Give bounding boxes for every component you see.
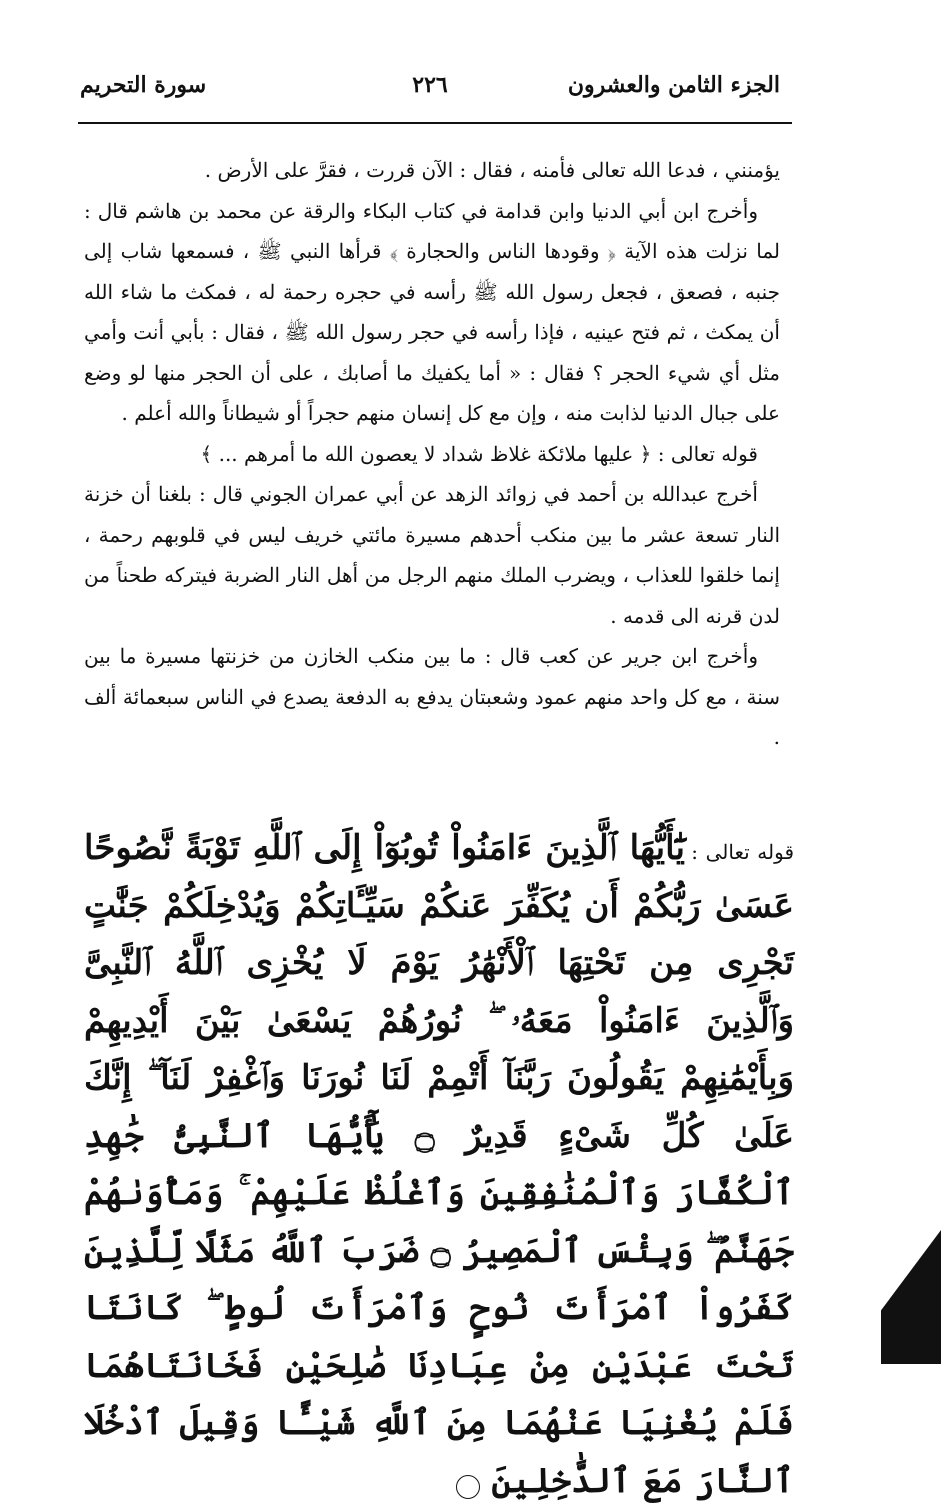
page-header: [80, 72, 780, 112]
verse-section: [84, 820, 794, 1510]
page-number: ٢٢٦: [412, 72, 448, 98]
paragraph: أخرج عبدالله بن أحمد في زوائد الزهد عن أبي عمران الجوني قال : بلغنا أن خزنة النار تسعة عشر ما بين منكب أحدهم مسيرة مائتي خريف ليس في قلوبهم رحمة ، إنما خلقوا للعذاب ، ويضرب الملك منهم الرجل من أهل النار الضربة فيتركه طحناً من لدن قرنه الى قدمه .: [84, 482, 780, 628]
commentary-body: [84, 150, 780, 758]
surah-title: سورة التحريم: [80, 72, 207, 98]
header-rule: [78, 122, 792, 124]
paragraph: قوله تعالى : ﴿ عليها ملائكة غلاظ شداد لا يعصون الله ما أمرهم ... ﴾: [200, 441, 758, 466]
part-title: الجزء الثامن والعشرون: [567, 72, 780, 98]
paragraph: وأخرج ابن أبي الدنيا وابن قدامة في كتاب البكاء والرقة عن محمد بن هاشم قال : لما نزلت هذه الآية ﴿ وقودها الناس والحجارة ﴾ قرأها النبي ﷺ ، فسمعها شاب إلى جنبه ، فصعق ، فجعل رسول الله ﷺ رأسه في حجره رحمة له ، فمكث ما شاء الله أن يمكث ، ثم فتح عينيه ، فإذا رأسه في حجر رسول الله ﷺ ، فقال : بأبي أنت وأمي مثل أي شيء الحجر ؟ فقال : « أما يكفيك ما أصابك ، على أن الحجر منها لو وضع على جبال الدنيا لذابت منه ، وإن مع كل إنسان منهم حجراً أو شيطاناً والله أعلم .: [84, 198, 780, 425]
verse-intro: قوله تعالى :: [691, 840, 795, 864]
paragraph: وأخرج ابن جرير عن كعب قال : ما بين منكب الخازن من خزنتها مسيرة ما بين سنة ، مع كل واحد منهم عمود وشعبتان يدفع به الدفعة يصدع في الناس سبعمائة ألف .: [84, 644, 780, 749]
verse-end-icon: [456, 1475, 480, 1499]
paragraph: يؤمنني ، فدعا الله تعالى فأمنه ، فقال : الآن قررت ، فقرَّ على الأرض .: [204, 158, 780, 182]
quran-verse-text: يَٰٓأَيُّهَا ٱلَّذِينَ ءَامَنُواْ تُوبُوٓاْ إِلَى ٱللَّهِ تَوْبَةً نَّصُوحًا عَسَىٰ رَبُّكُمْ أَن يُكَفِّرَ عَنكُمْ سَيِّـَٔاتِكُمْ وَيُدْخِلَكُمْ جَنَّٰتٍ تَجْرِى مِن تَحْتِهَا ٱلْأَنْهَٰرُ يَوْمَ لَا يُخْزِى ٱللَّهُ ٱلنَّبِىَّ وَٱلَّذِينَ ءَامَنُواْ مَعَهُۥ ۖ نُورُهُمْ يَسْعَىٰ بَيْنَ أَيْدِيهِمْ وَبِأَيْمَٰنِهِمْ يَقُولُونَ رَبَّنَآ أَتْمِمْ لَنَا نُورَنَا وَٱغْفِرْ لَنَآ ۖ إِنَّكَ عَلَىٰ كُلِّ شَىْءٍ قَدِيرٌ ۝ يَٰٓأَيُّهَا ٱلنَّبِىُّ جَٰهِدِ ٱلْكُفَّارَ وَٱلْمُنَٰفِقِينَ وَٱغْلُظْ عَلَيْهِمْ ۚ وَمَأْوَىٰهُمْ جَهَنَّمُ ۖ وَبِئْسَ ٱلْمَصِيرُ ۝ ضَرَبَ ٱللَّهُ مَثَلًا لِّلَّذِينَ كَفَرُواْ ٱمْرَأَتَ نُوحٍ وَٱمْرَأَتَ لُوطٍ ۖ كَانَتَا تَحْتَ عَبْدَيْنِ مِنْ عِبَادِنَا صَٰلِحَيْنِ فَخَانَتَاهُمَا فَلَمْ يُغْنِيَا عَنْهُمَا مِنَ ٱللَّهِ شَيْـًٔا وَقِيلَ ٱدْخُلَا ٱلنَّارَ مَعَ ٱلدَّٰخِلِينَ: [84, 828, 794, 1501]
scan-corner-shadow: [881, 1230, 941, 1364]
